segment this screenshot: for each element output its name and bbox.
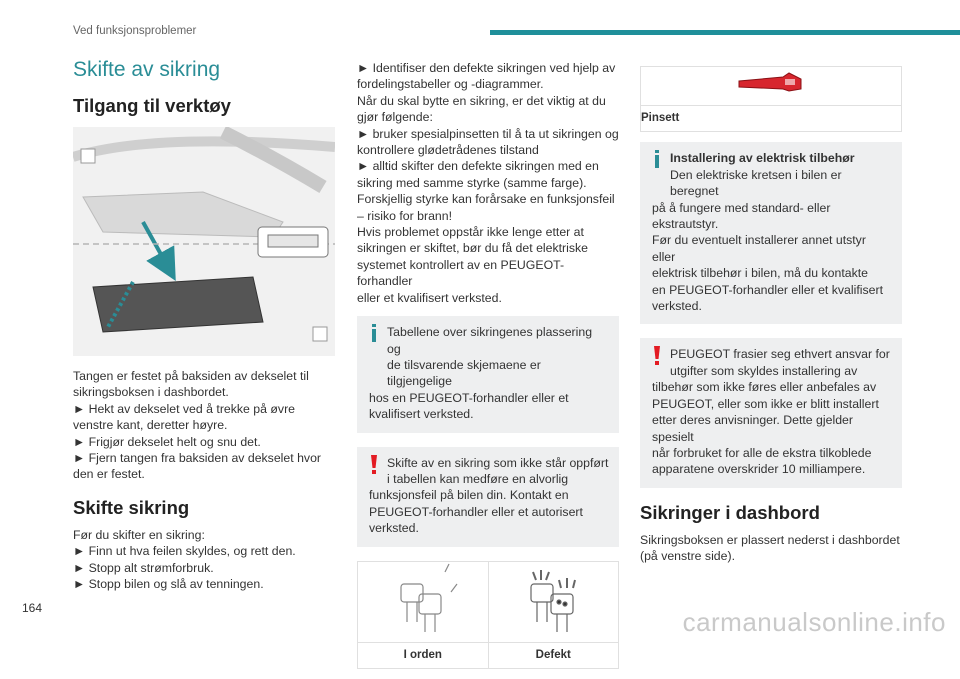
text-line: Skifte av en sikring som ikke står oppført [387, 455, 609, 470]
info-icon [652, 150, 662, 168]
fuse-ok-illustration [358, 562, 488, 642]
text-line: funksjonsfeil på bilen din. Kontakt en [369, 488, 569, 503]
text-line: eller et kvalifisert verksted. [357, 290, 502, 305]
text-line: sikringsboksen i dashbordet. [73, 385, 229, 400]
note-title: Installering av elektrisk tilbehør [670, 151, 855, 166]
text-line: venstre kant, deretter høyre. [73, 418, 228, 433]
tweezers-figure [640, 66, 902, 132]
text-line: Forskjellig styrke kan forårsake en funksjonsfeil [357, 192, 615, 207]
text-line: Sikringsboksen er plassert nederst i dashbordet [640, 532, 900, 547]
text-line: PEUGEOT frasier seg ethvert ansvar for [670, 347, 890, 362]
text-line: en PEUGEOT-forhandler eller et kvalifisert [652, 282, 883, 297]
info-icon [369, 324, 379, 342]
text-line: hos en PEUGEOT-forhandler eller et [369, 390, 569, 405]
text-line: ► Identifiser den defekte sikringen ved hjelp av [357, 61, 616, 75]
text-line: systemet kontrollert av en PEUGEOT-forhandler [357, 257, 565, 289]
text-line: utgifter som skyldes installering av [670, 363, 858, 378]
text-line: sikringen er skiftet, bør du få det elektriske [357, 241, 589, 256]
text-line: de tilsvarende skjemaene er tilgjengelige [387, 357, 541, 389]
fuse-defect-drawing [513, 562, 593, 638]
text-line: Hvis problemet oppstår ikke lenge etter at [357, 225, 584, 240]
text-line: ► Stopp alt strømforbruk. [73, 560, 214, 575]
text-line: (på venstre side). [640, 549, 736, 564]
text-line: sikring med samme styrke (samme farge). [357, 175, 587, 190]
watermark: carmanualsonline.info [682, 607, 946, 637]
text-line: ► alltid skifter den defekte sikringen med en [357, 159, 599, 174]
info-note-accessories [640, 142, 902, 324]
fuse-ok-caption: I orden [358, 642, 488, 668]
warning-icon [369, 455, 379, 475]
fuse-defect-caption: Defekt [488, 642, 619, 668]
change-paragraph [73, 527, 335, 593]
text-line: Når du skal bytte en sikring, er det viktig at du [357, 93, 606, 108]
text-line: verksted. [369, 521, 419, 536]
text-line: i tabellen kan medføre en alvorlig [387, 471, 569, 486]
text-line: ► bruker spesialpinsetten til å ta ut sikringen og [357, 126, 619, 141]
text-line: ► Stopp bilen og slå av tenningen. [73, 577, 264, 592]
text-line: den er festet. [73, 467, 145, 482]
procedure-paragraph [357, 60, 619, 306]
warning-icon [652, 346, 662, 366]
tweezers-illustration [641, 67, 901, 105]
text-line: kvalifisert verksted. [369, 407, 474, 422]
info-note [357, 316, 619, 432]
text-line: Før du skifter en sikring: [73, 527, 205, 542]
tweezers-caption: Pinsett [641, 105, 901, 131]
text-line: fordelingstabeller og -diagrammer. [357, 77, 544, 92]
text-line: kontrollere glødetrådenes tilstand [357, 143, 539, 158]
text-line: Tangen er festet på baksiden av dekselet til [73, 369, 309, 383]
fuse-defect-illustration [488, 562, 619, 642]
fuse-ok-drawing [383, 562, 463, 638]
column-1 [73, 55, 335, 592]
glovebox-illustration [73, 127, 335, 356]
tweezers-drawing [731, 67, 811, 103]
text-line: elektrisk tilbehør i bilen, må du kontakte [652, 266, 868, 281]
running-header: Ved funksjonsproblemer [73, 25, 197, 37]
column-2 [357, 60, 619, 679]
text-line: verksted. [652, 299, 702, 314]
text-line: PEUGEOT, eller som ikke er blitt installert [652, 396, 879, 411]
text-line: ► Fjern tangen fra baksiden av dekselet hvor [73, 451, 321, 466]
page-title: Skifte av sikring [73, 58, 221, 81]
text-line: ► Frigjør dekselet helt og snu det. [73, 434, 261, 449]
text-line: på å fungere med standard- eller ekstrautstyr. [652, 200, 831, 232]
warning-note [357, 447, 619, 547]
header-accent-bar [490, 30, 960, 35]
dashboard-paragraph [640, 532, 902, 565]
text-line: Før du eventuelt installerer annet utstyr eller [652, 233, 866, 264]
text-line: apparatene overskrider 10 milliampere. [652, 462, 866, 477]
text-line: ► Hekt av dekselet ved å trekke på øvre [73, 401, 295, 416]
text-line: Tabellene over sikringenes plassering og [387, 325, 593, 356]
text-line: gjør følgende: [357, 110, 433, 125]
text-line: PEUGEOT-forhandler eller et autorisert [369, 504, 583, 519]
warning-note-liability [640, 338, 902, 487]
text-line: ► Finn ut hva feilen skyldes, og rett den. [73, 544, 296, 559]
text-line: tilbehør som ikke føres eller anbefales av [652, 380, 877, 395]
page-number: 164 [22, 601, 43, 615]
text-line: etter deres anvisninger. Dette gjelder spesielt [652, 413, 853, 444]
glovebox-drawing [73, 127, 335, 356]
text-line: Den elektriske kretsen i bilen er beregnet [670, 167, 842, 199]
heading-change-fuse: Skifte sikring [73, 496, 190, 518]
heading-dashboard-fuses: Sikringer i dashbord [640, 501, 820, 523]
text-line: når forbruket for alle de ekstra tilkoblede [652, 445, 872, 460]
heading-tools: Tilgang til verktøy [73, 95, 231, 116]
column-3 [640, 66, 902, 565]
fuse-condition-figure [357, 561, 619, 669]
text-line: – risiko for brann! [357, 208, 453, 223]
tools-paragraph [73, 368, 335, 483]
